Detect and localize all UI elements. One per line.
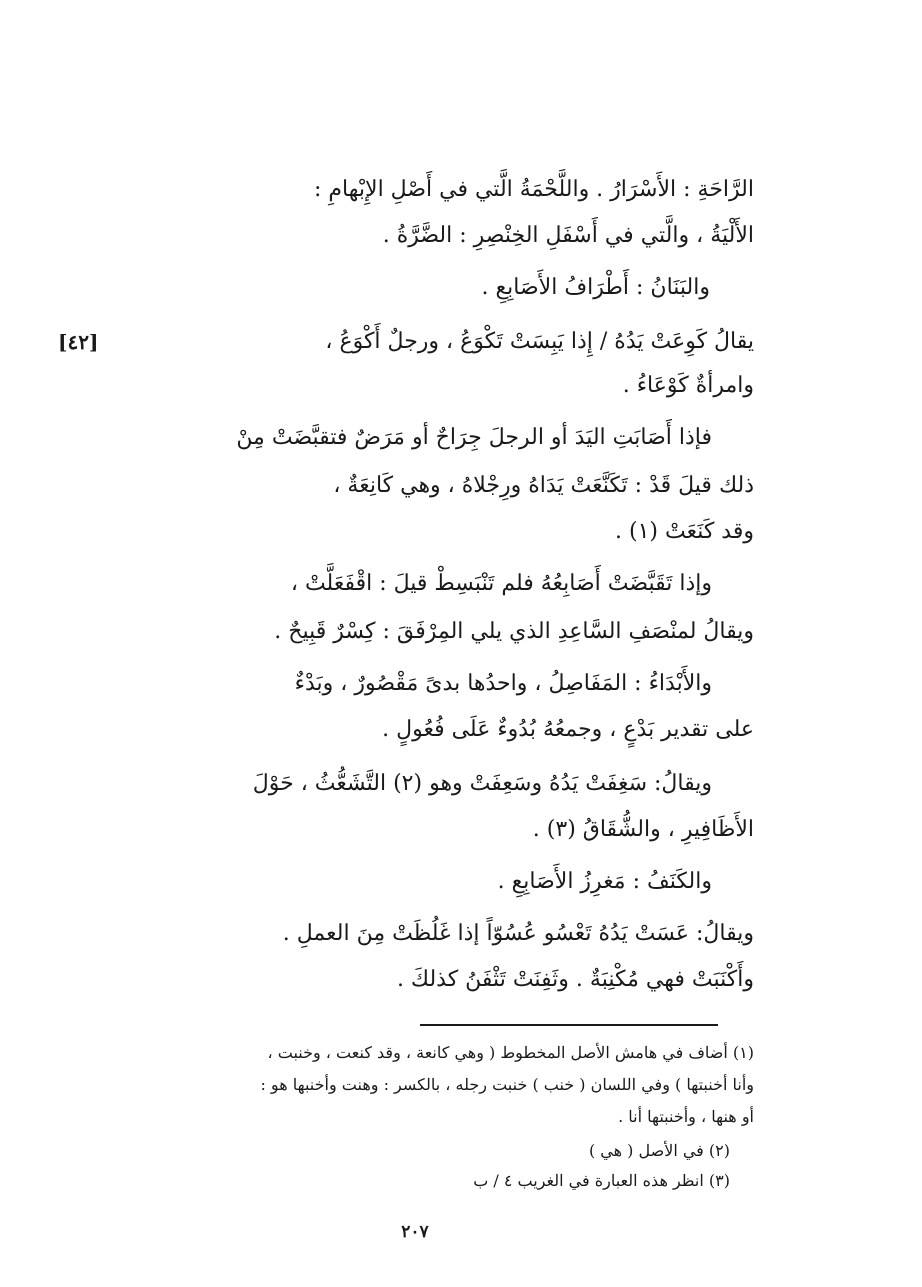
- folio-marker: [٤٢]: [58, 330, 99, 354]
- body-line-17: وأَكْنَبَتْ فهي مُكْنِبَةٌ . وثَفِنَتْ تَثْفَنُ كذلكَ .: [396, 967, 754, 992]
- footnote-separator: [420, 1024, 718, 1026]
- body-line-4: يقالُ كَوِعَتْ يَدُهُ / إِذا يَبِسَتْ تَكْوَعُ ، ورجلٌ أَكْوَعُ ،: [325, 329, 754, 354]
- footnote-line-1: (١) أضاف في هامش الأصل المخطوط ( وهي كانعة ، وقد كنعت ، وخنبت ،: [267, 1043, 754, 1062]
- body-line-6: فإذا أَصَابَتِ اليَدَ أو الرجلَ جِرَاحٌ أو مَرَضٌ فتقبَّضَتْ مِنْ: [236, 425, 712, 450]
- body-line-8: وقد كَنَعَتْ (١) .: [615, 519, 754, 544]
- footnote-line-3: أو هنها ، وأخنبتها أنا .: [618, 1107, 754, 1126]
- body-line-15: والكَنَفُ : مَغرِزُ الأَصَابِعِ .: [497, 869, 712, 894]
- body-line-1: الرَّاحَةِ : الأَسْرَارُ . واللَّحْمَةُ الَّتي في أَصْلِ الإِبْهامِ :: [314, 177, 754, 202]
- body-line-16: ويقالُ: عَسَتْ يَدُهُ تَعْسُو عُسُوّاً إذا غَلُظَتْ مِنَ العملِ .: [282, 921, 754, 946]
- body-line-3: والبَنَانُ : أَطْرَافُ الأَصَابِعِ .: [481, 275, 710, 300]
- body-line-2: الأَلْيَةُ ، والَّتي في أَسْفَلِ الخِنْصِرِ : الضَّرَّةُ .: [382, 223, 754, 248]
- body-line-12: على تقدير بَدْعٍ ، وجمعُهُ بُدُوءٌ عَلَى فُعُولٍ .: [382, 717, 754, 742]
- body-line-11: والأَبْدَاءُ : المَفَاصِلُ ، واحدُها بدىً مَقْصُورٌ ، وبَدْءٌ: [294, 671, 712, 696]
- page-number: ٢٠٧: [401, 1222, 429, 1242]
- body-line-7: ذلك قيلَ قَدْ : تَكَنَّعَتْ يَدَاهُ ورِجْلاهُ ، وهي كَانِعَةٌ ،: [333, 473, 754, 498]
- footnote-line-2: وأنا أخنبتها ) وفي اللسان ( خنب ) خنبت رجله ، بالكسر : وهنت وأخنبها هو :: [260, 1075, 754, 1094]
- body-line-13: ويقالُ: سَغِفَتْ يَدُهُ وسَعِفَتْ وهو (٢) التَّشَعُّثُ ، حَوْلَ: [252, 771, 712, 796]
- footnote-line-5: (٣) انظر هذه العبارة في الغريب ٤ / ب: [473, 1171, 730, 1190]
- body-line-5: وامرأةٌ كَوْعَاءُ .: [622, 373, 754, 398]
- body-line-9: وإذا تَقَبَّضَتْ أَصَابِعُهُ فلم تَنْبَسِطْ قيلَ : اقْفَعَلَّتْ ،: [290, 571, 712, 596]
- body-line-10: ويقالُ لمنْصَفِ السَّاعِدِ الذي يلي المِرْفَقَ : كِسْرٌ قَبِيحٌ .: [274, 619, 754, 644]
- footnote-line-4: (٢) في الأصل ( هي ): [588, 1141, 730, 1160]
- body-line-14: الأَظَافِيرِ ، والشُّقَاقُ (٣) .: [532, 817, 754, 842]
